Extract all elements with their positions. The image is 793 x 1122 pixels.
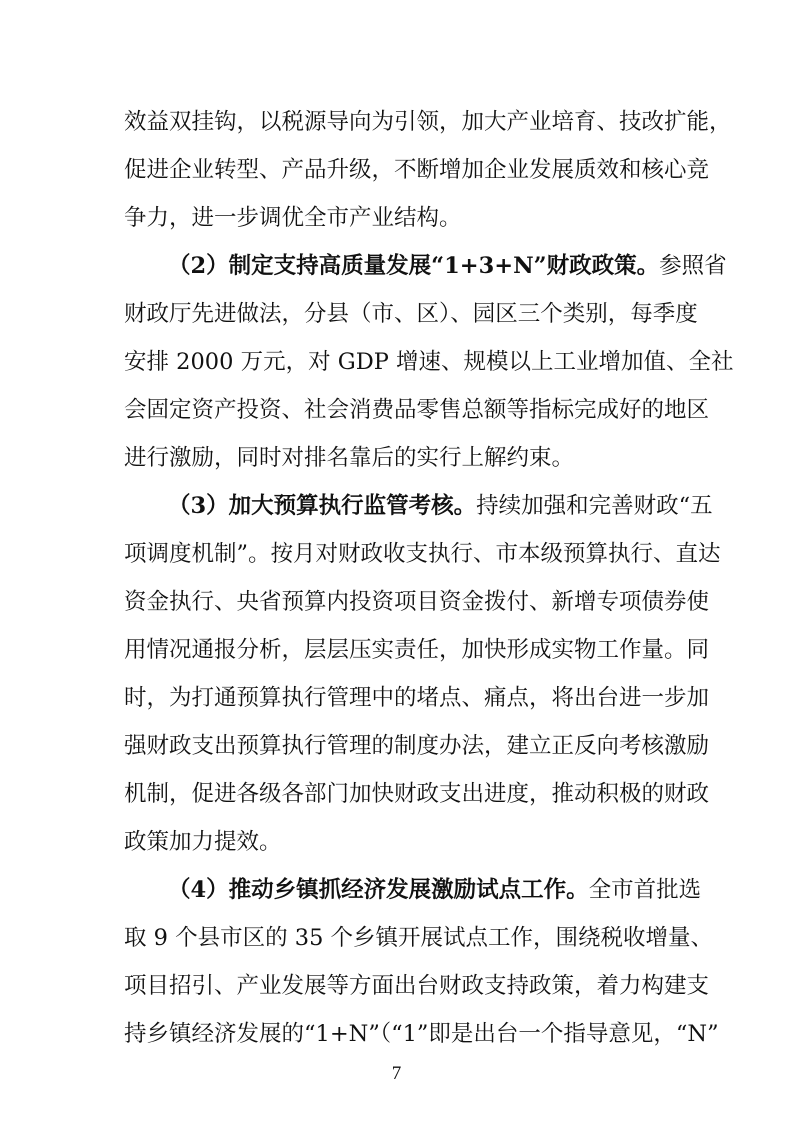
body-text: 全市首批选: [588, 877, 702, 903]
section-heading: （3）加大预算执行监管考核。: [168, 493, 477, 519]
body-text-line: 时，为打通预算执行管理中的堵点、痛点，将出台进一步加: [124, 685, 710, 711]
body-text-line: 进行激励，同时对排名靠后的实行上解约束。: [124, 445, 575, 471]
body-text-line: 强财政支出预算执行管理的制度办法，建立正反向考核激励: [124, 733, 710, 759]
body-text-line: 机制，促进各级各部门加快财政支出进度，推动积极的财政: [124, 781, 710, 807]
body-text-line: 持乡镇经济发展的“1+N”（“1”即是出台一个指导意见，“N”: [124, 1021, 719, 1047]
body-text: 持续加强和完善财政“五: [476, 493, 713, 519]
body-text-line: 资金执行、央省预算内投资项目资金拨付、新增专项债券使: [124, 589, 710, 615]
body-text-line: 效益双挂钩，以税源导向为引领，加大产业培育、技改扩能，: [124, 109, 732, 135]
body-text-line: 财政厅先进做法，分县（市、区）、园区三个类别，每季度: [124, 301, 698, 327]
body-text: 参照省: [659, 253, 727, 279]
body-text-line: 用情况通报分析，层层压实责任，加快形成实物工作量。同: [124, 637, 710, 663]
section-heading: （4）推动乡镇抓经济发展激励试点工作。: [168, 877, 589, 903]
body-text-line: 取 9 个县市区的 35 个乡镇开展试点工作，围绕税收增量、: [124, 925, 714, 951]
body-text-line: 争力，进一步调优全市产业结构。: [124, 205, 462, 231]
body-text-line: 政策加力提效。: [124, 829, 282, 855]
paragraph-first-line: [168, 251, 727, 281]
paragraph-first-line: [168, 491, 713, 521]
page-number: 7: [391, 1063, 402, 1084]
body-text-line: 项目招引、产业发展等方面出台财政支持政策，着力构建支: [124, 973, 710, 999]
paragraph-first-line: [168, 875, 702, 905]
body-text-line: 促进企业转型、产品升级，不断增加企业发展质效和核心竞: [124, 157, 710, 183]
body-text-line: 安排 2000 万元，对 GDP 增速、规模以上工业增加值、全社: [124, 349, 734, 375]
section-heading: （2）制定支持高质量发展“1+3+N”财政政策。: [168, 253, 660, 279]
body-text-line: 会固定资产投资、社会消费品零售总额等指标完成好的地区: [124, 397, 710, 423]
body-text-line: 项调度机制”。按月对财政收支执行、市本级预算执行、直达: [124, 541, 721, 567]
